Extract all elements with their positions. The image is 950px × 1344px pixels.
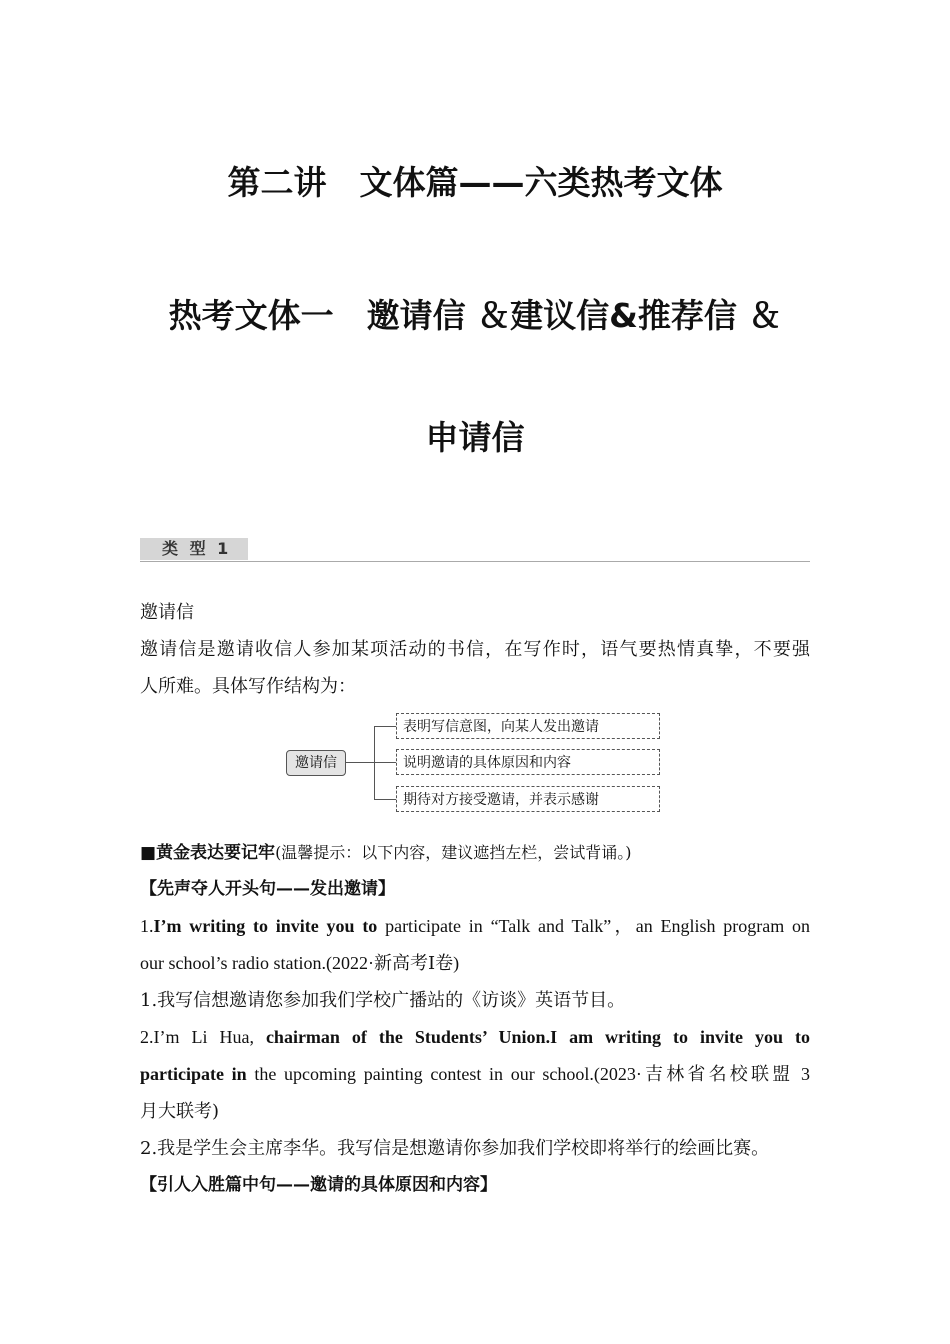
section-title: 热考文体一 邀请信 ＆建议信&推荐信 ＆ <box>168 296 782 335</box>
sentence-2-line2: participate in the upcoming painting contest in our school.(2023·吉林省名校联盟 3 <box>140 1064 810 1084</box>
sentence-2-line3: 月大联考) <box>140 1101 220 1122</box>
sentence-1-line1: 1.I’m writing to invite you to participate in “Talk and Talk”，an English program on <box>140 916 810 936</box>
intro-heading: 邀请信 <box>140 602 194 623</box>
golden-label: 黄金表达要记牢 <box>156 843 276 863</box>
intro-paragraph-line1: 邀请信是邀请收信人参加某项活动的书信，在写作时，语气要热情真挚，不要强 <box>140 639 810 660</box>
intro-paragraph-line2: 人所难。具体写作结构为： <box>140 676 356 697</box>
connector <box>374 799 396 800</box>
square-bullet-icon: ■ <box>140 843 157 863</box>
golden-hint: (温馨提示：以下内容，建议遮挡左栏，尝试背诵。) <box>275 843 632 862</box>
sentence-2-line1: 2.I’m Li Hua, chairman of the Students’ Union.I am writing to invite you to <box>140 1027 810 1047</box>
connector <box>345 762 374 763</box>
diagram-branch: 说明邀请的具体原因和内容 <box>396 749 660 775</box>
sentence-1-translation: 1.我写信想邀请您参加我们学校广播站的《访谈》英语节目。 <box>140 990 626 1011</box>
type-section-bar <box>140 536 810 564</box>
sentence-1-line2: our school’s radio station.(2022·新高考Ⅰ卷) <box>140 953 460 973</box>
key-phrase: chairman of the Students’ Union.I am writing to invite you to <box>265 1027 810 1047</box>
diagram-root: 邀请信 <box>286 750 346 776</box>
divider <box>140 561 810 562</box>
group-heading-opening: 【先声夺人开头句——发出邀请】 <box>140 879 395 899</box>
connector <box>374 726 375 800</box>
connector <box>374 762 396 763</box>
sentence-2-translation: 2.我是学生会主席李华。我写信是想邀请你参加我们学校即将举行的绘画比赛。 <box>140 1138 770 1159</box>
structure-diagram <box>286 712 666 814</box>
group-heading-body: 【引人入胜篇中句——邀请的具体原因和内容】 <box>140 1175 497 1195</box>
page-title: 第二讲 文体篇——六类热考文体 <box>227 163 723 202</box>
diagram-branch: 表明写信意图，向某人发出邀请 <box>396 713 660 739</box>
key-phrase: participate in <box>140 1064 247 1084</box>
golden-expressions-line <box>140 834 810 872</box>
type-tab: 类 型 1 <box>140 538 248 560</box>
section-title-cont: 申请信 <box>425 418 525 457</box>
diagram-branch: 期待对方接受邀请，并表示感谢 <box>396 786 660 812</box>
connector <box>374 726 396 727</box>
key-phrase: I’m writing to invite you to <box>153 916 378 936</box>
